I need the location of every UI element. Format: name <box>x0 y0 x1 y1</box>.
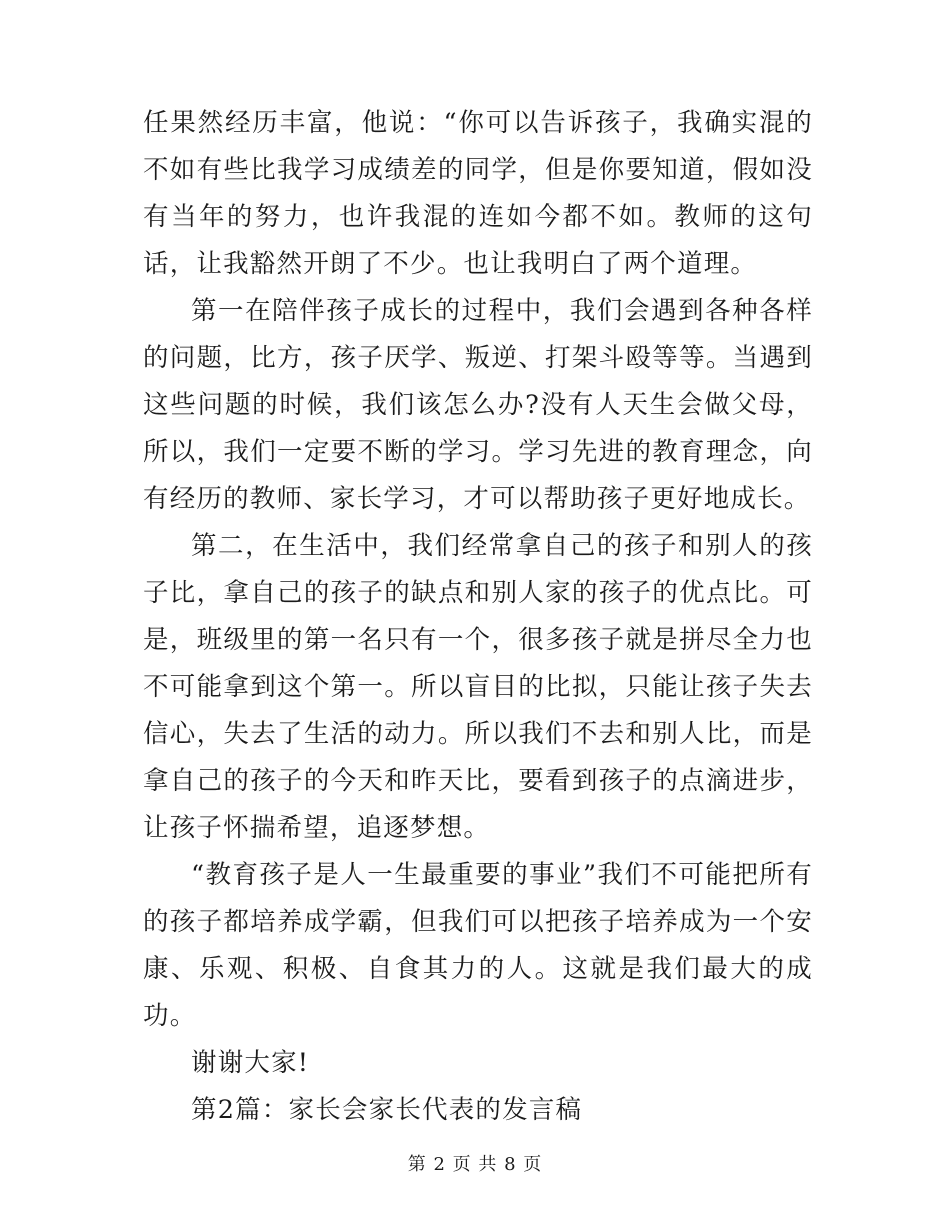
section-heading: 第2篇：家长会家长代表的发言稿 <box>191 1095 583 1125</box>
page-footer <box>0 1150 950 1176</box>
closing-thanks: 谢谢大家! <box>191 1048 310 1078</box>
page-number: 第 2 页 共 8 页 <box>407 1154 543 1175</box>
document-body <box>143 100 813 1134</box>
paragraph-2: 第一在陪伴孩子成长的过程中，我们会遇到各种各样的问题，比方，孩子厌学、叛逆、打架斗殴等等。当遇到这些问题的时候，我们该怎么办?没有人天生会做父母，所以，我们一定要不断的学习。学习先进的教育理念，向有经历的教师、家长学习，才可以帮助孩子更好地成长。 <box>143 296 813 514</box>
paragraph-4: “教育孩子是人一生最重要的事业”我们不可能把所有的孩子都培养成学霸，但我们可以把孩子培养成为一个安康、乐观、积极、自食其力的人。这就是我们最大的成功。 <box>143 860 813 1031</box>
paragraph-3: 第二，在生活中，我们经常拿自己的孩子和别人的孩子比，拿自己的孩子的缺点和别人家的孩子的优点比。可是，班级里的第一名只有一个，很多孩子就是拼尽全力也不可能拿到这个第一。所以盲目的比拟，只能让孩子失去信心，失去了生活的动力。所以我们不去和别人比，而是拿自己的孩子的今天和昨天比，要看到孩子的点滴进步，让孩子怀揣希望，追逐梦想。 <box>143 531 813 843</box>
paragraph-1: 任果然经历丰富，他说：“你可以告诉孩子，我确实混的不如有些比我学习成绩差的同学，但是你要知道，假如没有当年的努力，也许我混的连如今都不如。教师的这句话，让我豁然开朗了不少。也让我明白了两个道理。 <box>143 108 813 279</box>
